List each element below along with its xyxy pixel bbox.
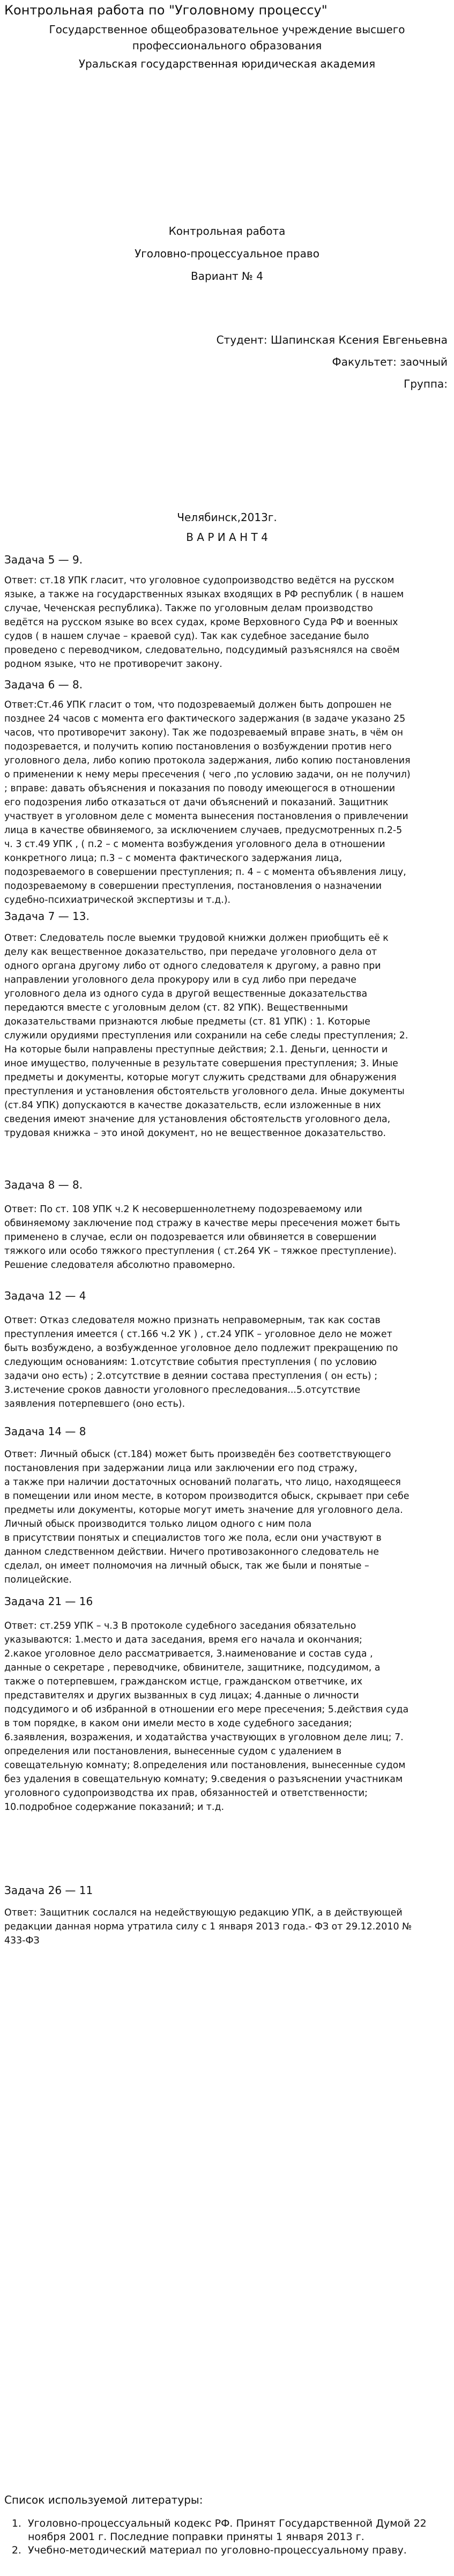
task-answer: Ответ: Отказ следователя можно признать неправомерным, так как состав преступления имеется ( ст.166 ч.2 УК ) , ст.24 УПК – уголовное дело не может быть возбуждено, а возбужденное уголовное дело подлежит прекращению по следующим основаниям: 1.отсутствие события преступления ( по условию задачи оно есть) ; 2.отсутствие в деянии состава преступления ( он есть) ; 3.истечение сроков давности уголовного преследования...5.отсутствие заявления потерпевшего (оно есть).	[4, 1315, 398, 1409]
task-title: Задача 26 — 11	[4, 1884, 93, 1897]
reference-item: 2. Учебно-методический материал по уголовно-процессуальному праву.	[25, 2544, 453, 2557]
task-title: Задача 7 — 13.	[4, 910, 90, 923]
task-answer: Ответ: ст.18 УПК гласит, что уголовное судопроизводство ведётся на русском языке, а также на государственных языках входящих в РФ республик ( в нашем случае, Чеченская республика). Также по уголовным делам производство ведётся на русском языке во всех судах, кроме Верховного Суда РФ и военных судов ( в нашем случае – краевой суд). Так как судебное заседание было проведено с переводчиком, следовательно, подсудимый разъяснялся на своём родном языке, что не противоречит закону.	[4, 575, 404, 670]
document-title: Контрольная работа по "Уголовному процессу"	[4, 3, 328, 18]
task-answer: Ответ: Защитник сослался на недействующую редакцию УПК, а в действующей редакции данная норма утратила силу с 1 января 2013 года.- ФЗ от 29.12.2010 № 433-ФЗ	[4, 1907, 412, 1946]
references-heading: Список используемой литературы:	[4, 2493, 203, 2506]
task-answer: Ответ: По ст. 108 УПК ч.2 К несовершеннолетнему подозреваемому или обвиняемому заключение под стражу в качестве меры пресечения может быть применено в случае, если он подозревается или обвиняется в совершении тяжкого или особо тяжкого преступления ( ст.264 УК – тяжкое преступление). Решение следователя абсолютно правомерно.	[4, 1204, 400, 1271]
task-answer: Ответ: Личный обыск (ст.184) может быть произведён без соответствующего постановления при задержании лица или заключении его под стражу, а также при наличии достаточных оснований полагать, что лицо, находящееся в помещении или ином месте, в котором производится обыск, скрывает при себе предметы или документы, которые могут иметь значение для уголовного дела. Личный обыск производится только лицом одного с ним пола в присутствии понятых и специалистов того же пола, если они участвуют в данном следственном действии. Ничего противозаконного следователь не сделал, он имеет полномочия на личный обыск, так же были и понятые – полицейские.	[4, 1449, 410, 1585]
city-year: Челябинск,2013г.	[177, 511, 277, 524]
task-answer: Ответ: ст.259 УПК – ч.3 В протоколе судебного заседания обязательно указываются: 1.место и дата заседания, время его начала и окончания; 2.какое уголовное дело рассматривается, 3.наименование и состав суда , данные о секретаре , переводчике, обвинителе, защитнике, подсудимом, а также о потерпевшем, гражданском истце, гражданском ответчике, их представителях и других вызванных в суд лицах; 4.данные о личности подсудимого и об избранной в отношении его мере пресечения; 5.действия суда в том порядке, в каком они имели место в ходе судебного заседания; 6.заявления, возражения, и ходатайства участвующих в уголовном деле лиц; 7. определения или постановления, вынесенные судом с удалением в совещательную комнату; 8.определения или постановления, вынесенные судом без удаления в совещательную комнату; 9.сведения о разъяснении участникам уголовного судопроизводства их прав, обязанностей и ответственности; 10.подробное содержание показаний; и т.д.	[4, 1621, 409, 1813]
variant-heading: В А Р И А Н Т 4	[186, 531, 268, 544]
reference-item: 1. Уголовно-процессуальный кодекс РФ. Принят Государственной Думой 22 ноября 2001 г. Последние поправки приняты 1 января 2013 г.	[25, 2517, 453, 2544]
references-list	[4, 2517, 453, 2557]
institution-line-1: Государственное общеобразовательное учреждение высшего	[49, 23, 405, 36]
institution-line-3: Уральская государственная юридическая академия	[78, 57, 376, 70]
task-title: Задача 12 — 4	[4, 1289, 86, 1302]
institution-line-2: профессионального образования	[132, 39, 322, 52]
work-type: Контрольная работа	[168, 225, 286, 237]
subject: Уголовно-процессуальное право	[135, 247, 319, 260]
task-title: Задача 8 — 8.	[4, 1178, 83, 1191]
task-title: Задача 14 — 8	[4, 1425, 86, 1438]
group-line: Группа:	[404, 377, 448, 390]
task-answer: Ответ: Следователь после выемки трудовой книжки должен приобщить её к делу как вещественное доказательство, при передаче уголовного дела от одного органа другому либо от одного следователя к другому, а равно при направлении уголовного дела прокурору или в суд либо при передаче уголовного дела из одного суда в другой вещественные доказательства передаются вместе с уголовным делом (ст. 82 УПК). Вещественными доказательствами признаются любые предметы (ст. 81 УПК) : 1. Которые служили орудиями преступления или сохранили на себе следы преступления; 2. На которые были направлены преступные действия; 2.1. Деньги, ценности и иное имущество, полученные в результате совершения преступления; 3. Иные предметы и документы, которые могут служить средствами для обнаружения преступления и установления обстоятельств уголовного дела. Иные документы (ст.84 УПК) допускаются в качестве доказательств, если изложенные в них сведения имеют значение для установления обстоятельств уголовного дела, трудовая книжка – это иной документ, но не вещественное доказательство.	[4, 933, 408, 1139]
student-line: Студент: Шапинская Ксения Евгеньевна	[216, 333, 448, 346]
faculty-line: Факультет: заочный	[332, 355, 448, 368]
task-title: Задача 6 — 8.	[4, 678, 83, 691]
variant: Вариант № 4	[191, 270, 263, 283]
task-title: Задача 21 — 16	[4, 1595, 93, 1608]
task-answer: Ответ:Ст.46 УПК гласит о том, что подозреваемый должен быть допрошен не позднее 24 часов с момента его фактического задержания (в задаче указано 25 часов, что противоречит закону). Так же подозреваемый вправе знать, в чём он подозревается, и получить копию постановления о возбуждении против него уголовного дела, либо копию протокола задержания, либо копию постановления о применении к нему меры пресечения ( чего ,по условию задачи, он не получил) ; вправе: давать объяснения и показания по поводу имеющегося в отношении его подозрения либо отказаться от дачи объяснений и показаний. Защитник участвует в уголовном деле с момента вынесения постановления о привлечении лица в качестве обвиняемого, за исключением случаев, предусмотренных п.2-5 ч. 3 ст.49 УПК , ( п.2 – с момента возбуждения уголовного дела в отношении конкретного лица; п.3 – с момента фактического задержания лица, подозреваемого в совершении преступления; п. 4 – с момента объявления лицу, подозреваемому в совершении преступления, постановления о назначении судебно-психиатрической экспертизы и т.д.).	[4, 700, 411, 905]
task-title: Задача 5 — 9.	[4, 553, 83, 566]
